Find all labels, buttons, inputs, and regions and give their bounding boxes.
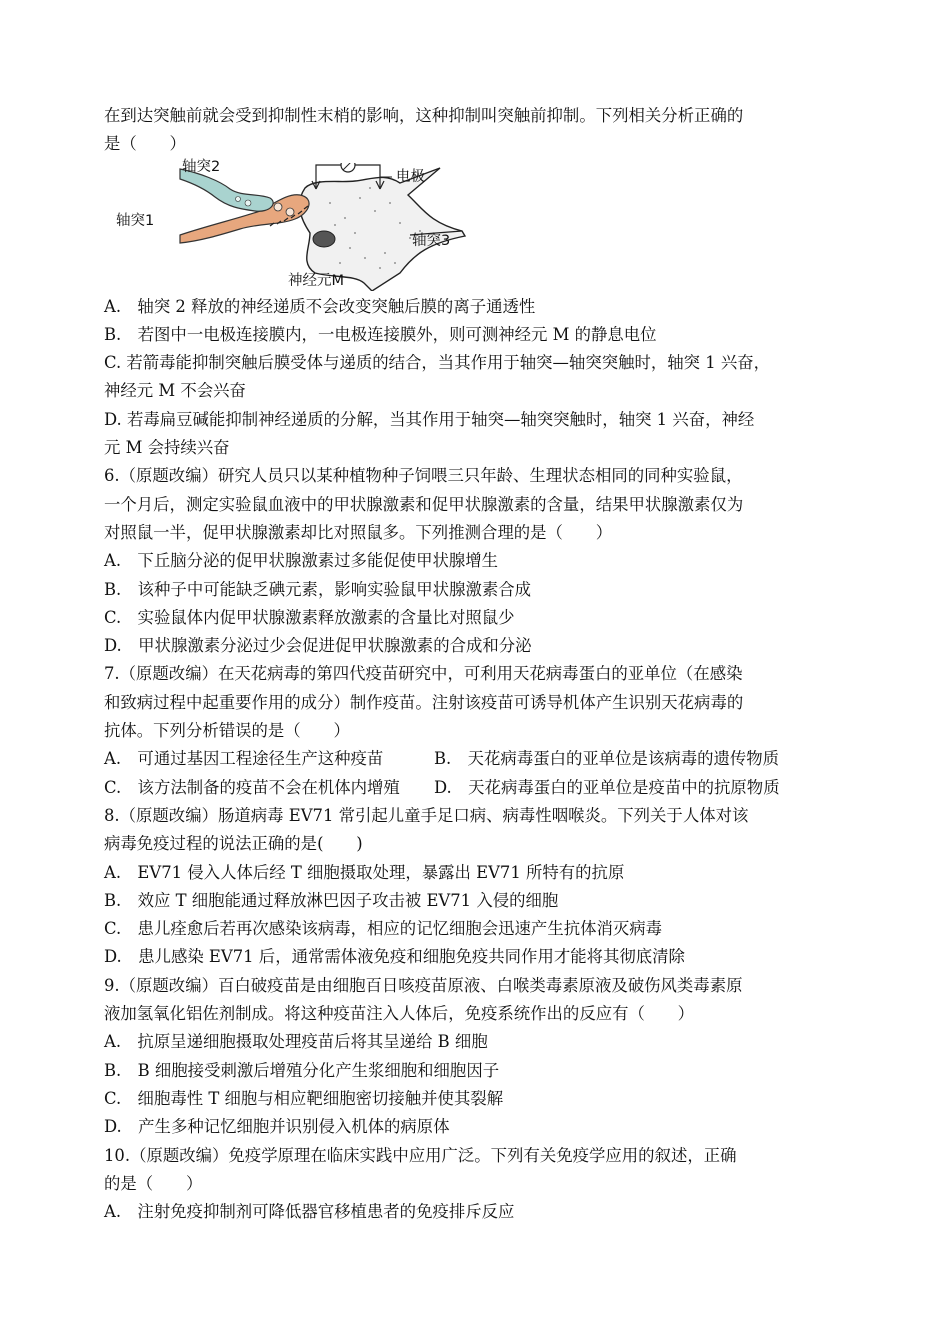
q7-stem-line-2: 和致病过程中起重要作用的成分）制作疫苗。注射该疫苗可诱导机体产生识别天花病毒的 bbox=[104, 692, 744, 712]
q8-option-a: A. EV71 侵入人体后经 T 细胞摄取处理，暴露出 EV71 所特有的抗原 bbox=[104, 862, 625, 882]
q5-option-b: B. 若图中一电极连接膜内，一电极连接膜外，则可测神经元 M 的静息电位 bbox=[104, 324, 657, 344]
label-neuron-m: 神经元M bbox=[288, 272, 345, 289]
q5-option-d-line-1: D. 若毒扁豆碱能抑制神经递质的分解，当其作用于轴突—轴突突触时，轴突 1 兴奋，神经 bbox=[104, 409, 755, 429]
label-electrode: 电极 bbox=[396, 168, 425, 185]
q10-stem-line-1: 10.（原题改编）免疫学原理在临床实践中应用广泛。下列有关免疫学应用的叙述，正确 bbox=[104, 1145, 737, 1165]
q7-option-b: B. 天花病毒蛋白的亚单位是该病毒的遗传物质 bbox=[434, 749, 780, 769]
q8-option-b: B. 效应 T 细胞能通过释放淋巴因子攻击被 EV71 入侵的细胞 bbox=[104, 890, 559, 910]
q7-stem-line-1: 7.（原题改编）在天花病毒的第四代疫苗研究中，可利用天花病毒蛋白的亚单位（在感染 bbox=[104, 664, 743, 684]
nucleus bbox=[313, 231, 335, 247]
q10-option-a: A. 注射免疫抑制剂可降低器官移植患者的免疫排斥反应 bbox=[104, 1202, 515, 1222]
q9-stem-line-2: 液加氢氧化铝佐剂制成。将这种疫苗注入人体后，免疫系统作出的反应有（ ） bbox=[104, 1004, 695, 1024]
q7-stem-line-3: 抗体。下列分析错误的是（ ） bbox=[104, 721, 350, 741]
q7-options-row-1 bbox=[104, 745, 856, 773]
q6-stem-line-3: 对照鼠一半，促甲状腺激素却比对照鼠多。下列推测合理的是（ ） bbox=[104, 522, 613, 542]
q10-stem-line-2: 的是（ ） bbox=[104, 1173, 203, 1193]
q8-stem-line-2: 病毒免疫过程的说法正确的是( ) bbox=[104, 834, 363, 854]
q6-stem-line-2: 一个月后，测定实验鼠血液中的甲状腺激素和促甲状腺激素的含量，结果甲状腺激素仅为 bbox=[104, 494, 744, 514]
q5-stem-line-1: 在到达突触前就会受到抑制性末梢的影响，这种抑制叫突触前抑制。下列相关分析正确的 bbox=[104, 106, 744, 125]
q9-option-d: D. 产生多种记忆细胞并识别侵入机体的病原体 bbox=[104, 1117, 450, 1137]
q7-option-d: D. 天花病毒蛋白的亚单位是疫苗中的抗原物质 bbox=[434, 777, 780, 797]
synapse-figure bbox=[110, 158, 530, 291]
q7-option-a: A. 可通过基因工程途径生产这种疫苗 bbox=[104, 749, 384, 769]
q8-stem-line-1: 8.（原题改编）肠道病毒 EV71 常引起儿童手足口病、病毒性咽喉炎。下列关于人体对该 bbox=[104, 805, 749, 825]
q9-stem-line-1: 9.（原题改编）百白破疫苗是由细胞百日咳疫苗原液、白喉类毒素原液及破伤风类毒素原 bbox=[104, 975, 743, 995]
q5-option-a: A. 轴突 2 释放的神经递质不会改变突触后膜的离子通透性 bbox=[104, 296, 536, 316]
q6-stem-line-1: 6.（原题改编）研究人员只以某种植物种子饲喂三只年龄、生理状态相同的同种实验鼠， bbox=[104, 466, 743, 486]
q8-option-d: D. 患儿感染 EV71 后，通常需体液免疫和细胞免疫共同作用才能将其彻底清除 bbox=[104, 947, 685, 967]
q5-stem-line-2: 是（ ） bbox=[104, 134, 186, 154]
q7-option-c: C. 该方法制备的疫苗不会在机体内增殖 bbox=[104, 777, 400, 797]
q5-option-c-line-1: C. 若箭毒能抑制突触后膜受体与递质的结合，当其作用于轴突—轴突突触时，轴突 1 兴奋， bbox=[104, 353, 771, 373]
axon-2 bbox=[180, 169, 273, 211]
synapse-diagram bbox=[110, 163, 530, 291]
label-axon-2: 轴突2 bbox=[182, 158, 221, 175]
q5-option-c-line-2: 神经元 M 不会兴奋 bbox=[104, 381, 246, 401]
q5-option-d-line-2: 元 M 会持续兴奋 bbox=[104, 438, 230, 458]
q8-option-c: C. 患儿痊愈后若再次感染该病毒，相应的记忆细胞会迅速产生抗体消灭病毒 bbox=[104, 919, 663, 939]
label-axon-1: 轴突1 bbox=[116, 212, 155, 229]
q6-option-c: C. 实验鼠体内促甲状腺激素释放激素的含量比对照鼠少 bbox=[104, 607, 515, 627]
q9-option-c: C. 细胞毒性 T 细胞与相应靶细胞密切接触并使其裂解 bbox=[104, 1088, 504, 1108]
q9-option-b: B. B 细胞接受刺激后增殖分化产生浆细胞和细胞因子 bbox=[104, 1060, 500, 1080]
q7-options-row-2 bbox=[104, 774, 856, 802]
q9-option-a: A. 抗原呈递细胞摄取处理疫苗后将其呈递给 B 细胞 bbox=[104, 1032, 488, 1052]
label-axon-3: 轴突3 bbox=[412, 232, 451, 249]
q6-option-d: D. 甲状腺激素分泌过少会促进促甲状腺激素的合成和分泌 bbox=[104, 636, 532, 656]
exam-page bbox=[104, 102, 856, 1226]
q6-option-a: A. 下丘脑分泌的促甲状腺激素过多能促使甲状腺增生 bbox=[104, 551, 499, 571]
q6-option-b: B. 该种子中可能缺乏碘元素，影响实验鼠甲状腺激素合成 bbox=[104, 579, 532, 599]
